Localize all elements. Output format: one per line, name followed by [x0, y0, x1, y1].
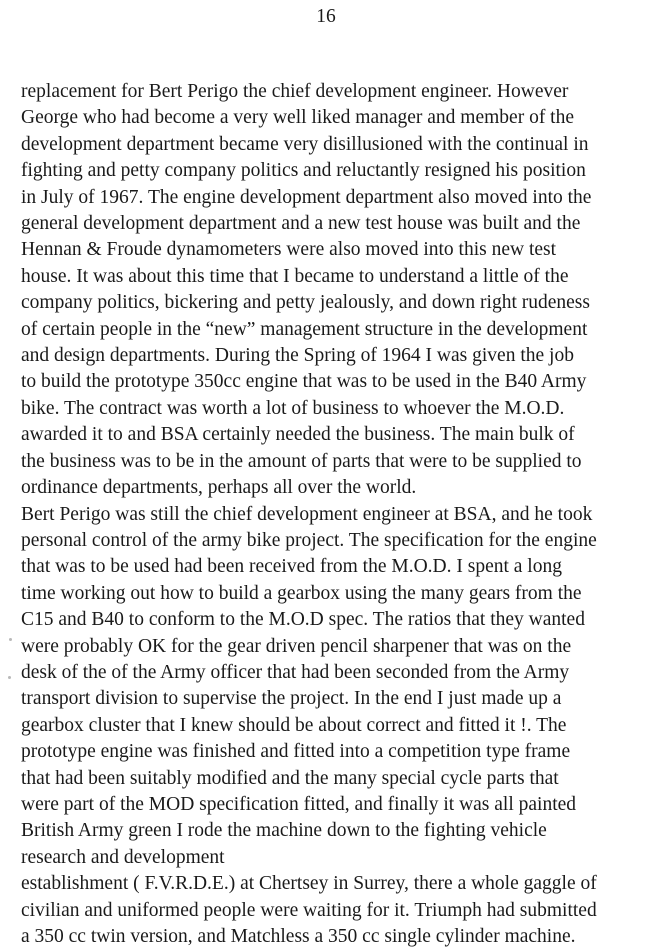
text-line: awarded it to and BSA certainly needed the business. The main bulk of [21, 424, 575, 446]
text-line: the business was to be in the amount of parts that were to be supplied to [21, 450, 582, 472]
text-line: C15 and B40 to conform to the M.O.D spec. The ratios that they wanted [21, 609, 585, 631]
text-line: establishment ( F.V.R.D.E.) at Chertsey in Surrey, there a whole gaggle of [21, 873, 597, 895]
text-line: British Army green I rode the machine down to the fighting vehicle [21, 820, 547, 842]
text-line: of certain people in the “new” management structure in the development [21, 318, 588, 340]
body-text [21, 79, 661, 950]
text-line: in July of 1967. The engine development department also moved into the [21, 186, 592, 208]
text-line: company politics, bickering and petty jealously, and down right rudeness [21, 292, 590, 314]
text-line: replacement for Bert Perigo the chief development engineer. However [21, 81, 569, 102]
text-line: transport division to supervise the project. In the end I just made up a [21, 688, 562, 710]
text-line: fighting and petty company politics and reluctantly resigned his position [21, 160, 586, 182]
text-line: gearbox cluster that I knew should be about correct and fitted it !. The [21, 714, 567, 736]
text-line: Hennan & Froude dynamometers were also moved into this new test [21, 239, 557, 261]
text-line: to build the prototype 350cc engine that was to be used in the B40 Army [21, 371, 587, 393]
text-line: civilian and uniformed people were waiting for it. Triumph had submitted [21, 899, 597, 921]
text-line: time working out how to build a gearbox using the many gears from the [21, 582, 582, 604]
text-line: that was to be used had been received from the M.O.D. I spent a long [21, 556, 562, 578]
text-line: Bert Perigo was still the chief development engineer at BSA, and he took [21, 503, 593, 525]
page-number: 16 [316, 6, 336, 27]
text-line: were part of the MOD specification fitted, and finally it was all painted [21, 793, 577, 815]
text-line: desk of the of the Army officer that had been seconded from the Army [21, 661, 570, 683]
text-line: research and development [21, 846, 225, 868]
scan-speck [9, 638, 12, 641]
text-line: bike. The contract was worth a lot of business to whoever the M.O.D. [21, 397, 565, 419]
scan-speck [8, 676, 11, 679]
text-line: George who had become a very well liked manager and member of the [21, 107, 575, 129]
text-line: that had been suitably modified and the many special cycle parts that [21, 767, 559, 789]
text-line: and design departments. During the Spring of 1964 I was given the job [21, 345, 574, 367]
text-line: personal control of the army bike project. The specification for the engine [21, 529, 597, 551]
text-line: prototype engine was finished and fitted into a competition type frame [21, 741, 571, 763]
text-line: development department became very disillusioned with the continual in [21, 133, 589, 155]
text-line: were probably OK for the gear driven pencil sharpener that was on the [21, 635, 572, 657]
text-line: a 350 cc twin version, and Matchless a 350 cc single cylinder machine. [21, 926, 576, 947]
text-line: house. It was about this time that I became to understand a little of the [21, 265, 569, 287]
text-line: ordinance departments, perhaps all over the world. [21, 477, 417, 499]
text-line: general development department and a new test house was built and the [21, 213, 581, 235]
